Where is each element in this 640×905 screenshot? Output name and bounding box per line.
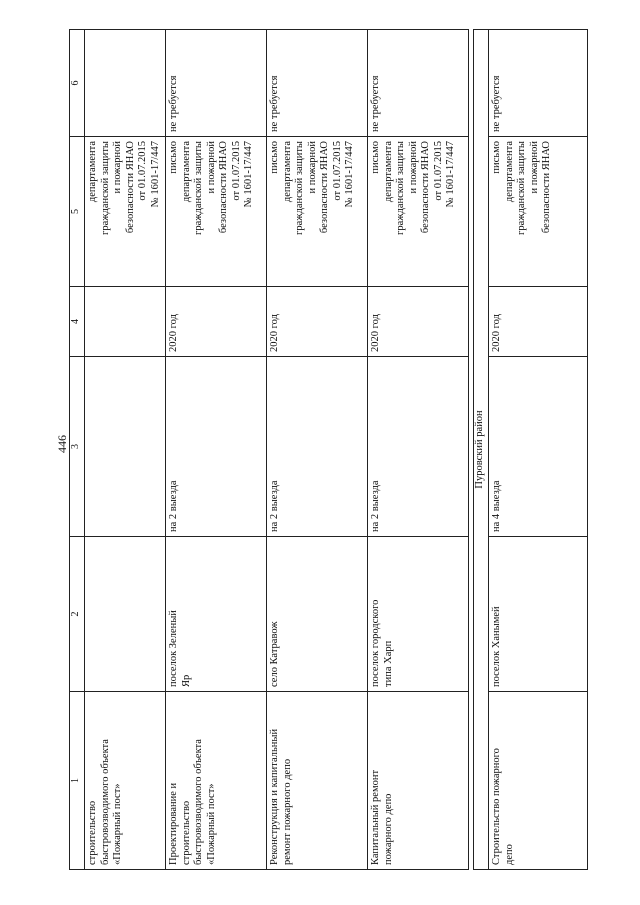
locality-cell: поселок городского типа Харп [368, 537, 469, 692]
scope-cell: на 2 выезда [166, 357, 267, 537]
object-cell: Капитальный ремонт пожарного депо [368, 692, 469, 870]
column-number: 4 [70, 287, 85, 357]
column-number: 5 [70, 137, 85, 287]
table-row [166, 30, 267, 870]
note-cell [85, 30, 166, 137]
page-number: 446 [55, 435, 69, 453]
locality-cell: поселок Зеленый Яр [166, 537, 267, 692]
year-cell: 2020 год [489, 287, 588, 357]
table-row [267, 30, 368, 870]
basis-cell: письмо департамента гражданской защиты и пожарной безопасности ЯНАО от 01.07.2015 № 1601-17/447 [267, 137, 368, 287]
table-row [368, 30, 469, 870]
program-table [69, 29, 588, 870]
year-cell: 2020 год [166, 287, 267, 357]
object-cell: строительство быстровозводимого объекта «Пожарный пост» [85, 692, 166, 870]
basis-cell: департамента гражданской защиты и пожарной безопасности ЯНАО от 01.07.2015 № 1601-17/447 [85, 137, 166, 287]
object-cell: Проектирование и строительство быстровозводимого объекта «Пожарный пост» [166, 692, 267, 870]
column-number: 6 [70, 30, 85, 137]
column-number: 1 [70, 692, 85, 870]
region-heading: Пуровский район [474, 30, 489, 870]
note-cell: не требуется [489, 30, 588, 137]
basis-cell: письмо департамента гражданской защиты и пожарной безопасности ЯНАО [489, 137, 588, 287]
table-row [85, 30, 166, 870]
column-number: 2 [70, 537, 85, 692]
object-cell: Строительство пожарного депо [489, 692, 588, 870]
note-cell: не требуется [368, 30, 469, 137]
basis-cell: письмо департамента гражданской защиты и пожарной безопасности ЯНАО от 01.07.2015 № 1601-17/447 [166, 137, 267, 287]
table-row [489, 30, 588, 870]
scope-cell: на 2 выезда [368, 357, 469, 537]
column-number-row [70, 30, 85, 870]
scope-cell: на 2 выезда [267, 357, 368, 537]
scope-cell [85, 357, 166, 537]
rotated-table-wrapper [69, 30, 577, 870]
year-cell: 2020 год [267, 287, 368, 357]
region-row [474, 30, 489, 870]
note-cell: не требуется [166, 30, 267, 137]
year-cell: 2020 год [368, 287, 469, 357]
basis-cell: письмо департамента гражданской защиты и пожарной безопасности ЯНАО от 01.07.2015 № 1601-17/447 [368, 137, 469, 287]
locality-cell: поселок Ханымей [489, 537, 588, 692]
object-cell: Реконструкция и капитальный ремонт пожарного депо [267, 692, 368, 870]
year-cell [85, 287, 166, 357]
column-number: 3 [70, 357, 85, 537]
note-cell: не требуется [267, 30, 368, 137]
locality-cell [85, 537, 166, 692]
scope-cell: на 4 выезда [489, 357, 588, 537]
locality-cell: село Катравож [267, 537, 368, 692]
